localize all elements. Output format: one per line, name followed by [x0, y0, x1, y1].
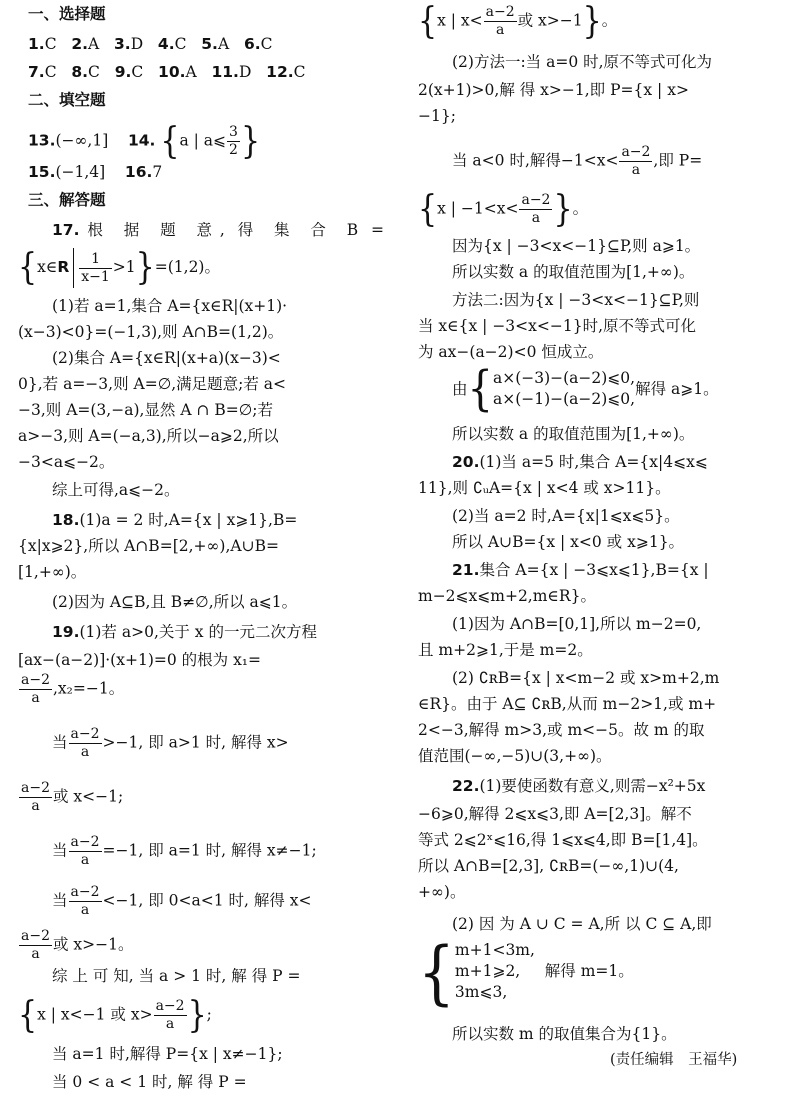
- q18-line: {x|x⩾2},所以 A∩B=[2,+∞),A∪B=: [18, 537, 279, 555]
- q19-cont-line: {x | x< $\frac{a-2}{a}$ 或 x>−1}。: [418, 0, 618, 42]
- q21-line: 且 m+2⩾1,于是 m=2。: [418, 641, 593, 659]
- q19-cont-line: −1};: [418, 107, 456, 125]
- section-heading-solutions: 三、解答题: [28, 191, 106, 209]
- fraction: $\frac{a-2}{a}$: [21, 928, 50, 962]
- q19-line: 当 0 < a < 1 时, 解 得 P =: [52, 1073, 247, 1091]
- section-heading-choice: 一、选择题: [28, 5, 106, 23]
- q21-line: ∈R}。由于 A⊆ ∁ʀB,从而 m−2>1,或 m+: [418, 695, 717, 713]
- q17-line: {x∈R $\frac{1}{x-1}$ >1}=(1,2)。: [18, 246, 220, 289]
- q22-line: 所以 A∩B=[2,3], ∁ʀB=(−∞,1)∪(4,: [418, 857, 679, 875]
- q22-line: (2) 因 为 A ∪ C = A,所 以 C ⊆ A,即: [452, 915, 712, 933]
- q19-line: [ax−(a−2)]·(x+1)=0 的根为 x₁=: [18, 651, 262, 669]
- choice-answers-row-2: 7.C 8.C 9.C 10.A 11.D 12.C: [28, 63, 306, 81]
- q20-line: (2)当 a=2 时,A={x|1⩽x⩽5}。: [452, 507, 680, 525]
- q22-line: 22.(1)要使函数有意义,则需−x²+5x: [452, 777, 706, 795]
- fraction: $\frac{a-2}{a}$: [621, 144, 651, 178]
- q19-cont-line: 为 ax−(a−2)<0 恒成立。: [418, 343, 604, 361]
- q19-line: 当 $\frac{a-2}{a}$ =−1, 即 a=1 时, 解得 x≠−1;: [52, 834, 317, 868]
- q18-line: [1,+∞)。: [18, 563, 87, 581]
- q17-line: 0},若 a=−3,则 A=∅,满足题意;若 a<: [18, 375, 286, 393]
- q22-line: +∞)。: [418, 883, 466, 901]
- fraction: $\frac{a-2}{a}$: [485, 4, 515, 38]
- q19-line: 当 a=1 时,解得 P={x | x≠−1};: [52, 1045, 283, 1063]
- q21-line: (1)因为 A∩B=[0,1],所以 m−2=0,: [452, 615, 702, 633]
- q22-system: { m+1<3m, m+1⩾2, 3m⩽3, 解得 m=1。: [418, 930, 634, 1013]
- fraction: $\frac{3}{2}$: [229, 124, 238, 158]
- q17-line: (x−3)<0}=(−1,3),则 A∩B=(1,2)。: [18, 323, 284, 341]
- fraction: $\frac{1}{x-1}$: [81, 250, 110, 285]
- q19-cont-line: 所以实数 a 的取值范围为[1,+∞)。: [452, 263, 695, 281]
- fraction: $\frac{a-2}{a}$: [155, 998, 185, 1032]
- q19-system: 由{ a×(−3)−(a−2)⩽0, a×(−1)−(a−2)⩽0, 解得 a⩾1。: [452, 361, 719, 417]
- q18-line: 18.(1)a = 2 时,A={x | x⩾1},B=: [52, 511, 298, 529]
- q22-line: 所以实数 m 的取值集合为{1}。: [452, 1025, 677, 1043]
- q22-line: 等式 2⩽2ˣ⩽16,得 1⩽x⩽4,即 B=[1,4]。: [418, 831, 708, 849]
- q22-line: −6⩾0,解得 2⩽x⩽3,即 A=[2,3]。解不: [418, 805, 692, 823]
- q17-line: (1)若 a=1,集合 A={x∈R|(x+1)·: [52, 297, 288, 315]
- q19-line: $\frac{a-2}{a}$ 或 x>−1。: [21, 928, 134, 962]
- q19-line: $\frac{a-2}{a}$ ,x₂=−1。: [21, 672, 125, 706]
- q17-line: 17.根 据 题 意, 得 集 合 B =: [52, 221, 384, 239]
- q17-line: 综上可得,a⩽−2。: [52, 481, 180, 499]
- q21-line: 21.集合 A={x | −3⩽x⩽1},B={x |: [452, 561, 709, 579]
- editor-credit: (责任编辑 王福华): [610, 1052, 738, 1068]
- q19-line: 当 $\frac{a-2}{a}$ >−1, 即 a>1 时, 解得 x>: [52, 726, 289, 760]
- q19-cont-line: 当 a<0 时,解得−1<x< $\frac{a-2}{a}$ ,即 P=: [452, 144, 703, 178]
- q19-cont-line: 当 x∈{x | −3<x<−1}时,原不等式可化: [418, 317, 697, 335]
- q19-cont-line: 因为{x | −3<x<−1}⊆P,则 a⩾1。: [452, 237, 701, 255]
- q19-cont-line: (2)方法一:当 a=0 时,原不等式可化为: [452, 53, 713, 71]
- q17-line: a>−3,则 A=(−a,3),所以−a⩾2,所以: [18, 427, 279, 445]
- fraction: $\frac{a-2}{a}$: [70, 726, 100, 760]
- q18-line: (2)因为 A⊆B,且 B≠∅,所以 a⩽1。: [52, 593, 298, 611]
- q19-cont-line: 方法二:因为{x | −3<x<−1}⊆P,则: [452, 291, 700, 309]
- q20-line: 所以 A∪B={x | x<0 或 x⩾1}。: [452, 533, 685, 551]
- q19-cont-line: 所以实数 a 的取值范围为[1,+∞)。: [452, 425, 695, 443]
- fill-answers-15-16: 15.(−1,4] 16.7: [28, 163, 163, 181]
- q20-line: 11},则 ∁ᵤA={x | x<4 或 x>11}。: [418, 479, 671, 497]
- q17-line: −3,则 A=(3,−a),显然 A ∩ B=∅;若: [18, 401, 273, 419]
- q19-line: 19.(1)若 a>0,关于 x 的一元二次方程: [52, 623, 317, 641]
- q21-line: 2<−3,解得 m>3,或 m<−5。故 m 的取: [418, 721, 705, 739]
- q19-line: $\frac{a-2}{a}$ 或 x<−1;: [21, 780, 124, 814]
- q21-line: m−2⩽x⩽m+2,m∈R}。: [418, 587, 596, 605]
- q21-line: (2) ∁ʀB={x | x<m−2 或 x>m+2,m: [452, 669, 720, 687]
- q17-line: (2)集合 A={x∈R|(x+a)(x−3)<: [52, 349, 281, 367]
- fraction: $\frac{a-2}{a}$: [70, 884, 100, 918]
- choice-answers-row-1: 1.C 2.A 3.D 4.C 5.A 6.C: [28, 35, 273, 53]
- q19-line: {x | x<−1 或 x> $\frac{a-2}{a}$ };: [18, 993, 212, 1036]
- q20-line: 20.(1)当 a=5 时,集合 A={x|4⩽x⩽: [452, 453, 708, 471]
- q21-line: 值范围(−∞,−5)∪(3,+∞)。: [418, 747, 612, 765]
- q19-line: 当 $\frac{a-2}{a}$ <−1, 即 0<a<1 时, 解得 x<: [52, 884, 312, 918]
- q19-cont-line: 2(x+1)>0,解 得 x>−1,即 P={x | x>: [418, 81, 689, 99]
- q19-line: 综 上 可 知, 当 a > 1 时, 解 得 P =: [52, 967, 301, 985]
- q19-cont-line: {x | −1<x< $\frac{a-2}{a}$ }。: [418, 187, 589, 230]
- fraction: $\frac{a-2}{a}$: [21, 780, 50, 814]
- fraction: $\frac{a-2}{a}$: [521, 192, 551, 226]
- fill-answers-13-14: 13.(−∞,1] 14. {a | a⩽ $\frac{3}{2}$ }: [28, 119, 261, 162]
- fraction: $\frac{a-2}{a}$: [70, 834, 100, 868]
- q17-line: −3<a⩽−2。: [18, 453, 115, 471]
- fraction: $\frac{a-2}{a}$: [21, 672, 50, 706]
- section-heading-fill: 二、填空题: [28, 91, 106, 109]
